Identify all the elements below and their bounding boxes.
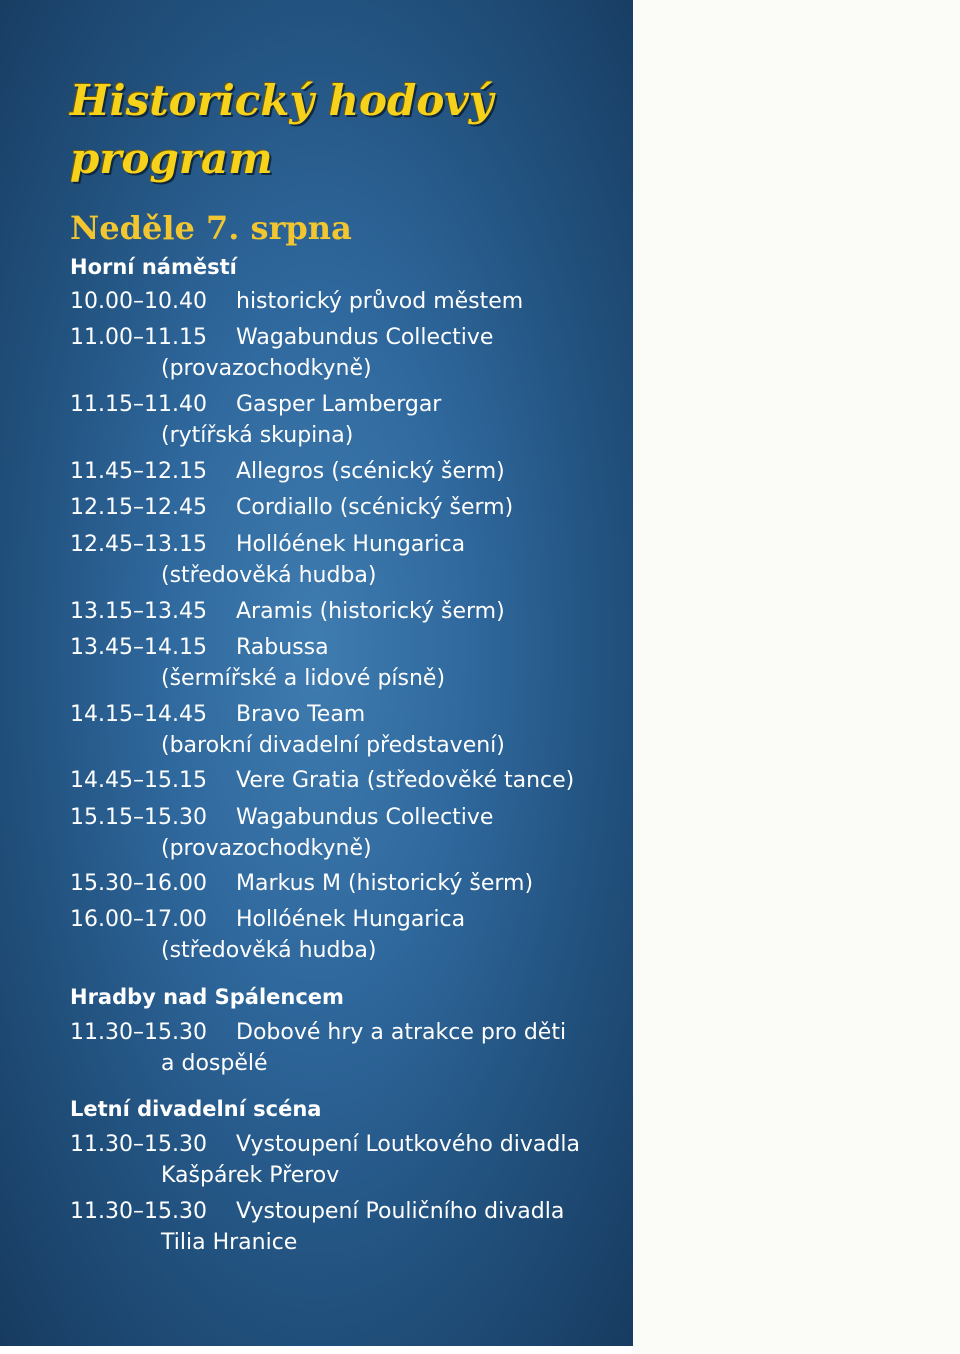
event-title: Vystoupení Pouličního divadla (236, 1199, 565, 1224)
event-description (236, 1017, 631, 1048)
event-description (236, 456, 631, 487)
event-title: Gasper Lambergar (236, 392, 442, 417)
event-title: Vere Gratia (středověké tance) (236, 768, 575, 793)
event-time: 11.45–12.15 (70, 459, 207, 484)
event-description (236, 868, 631, 899)
page-title: Historický hodový program (70, 76, 494, 183)
section-heading: Letní divadelní scéna (70, 1097, 322, 1121)
event-title: Dobové hry a atrakce pro děti (236, 1020, 567, 1045)
event-title: Wagabundus Collective (236, 805, 494, 830)
event-title: Rabussa (236, 635, 329, 660)
schedule-row (70, 632, 630, 694)
event-subtitle: (rytířská skupina) (161, 423, 354, 448)
schedule-row (70, 1017, 630, 1079)
event-title: Bravo Team (236, 702, 366, 727)
schedule-row (70, 456, 630, 487)
schedule-row (70, 904, 630, 966)
event-title: Markus M (historický šerm) (236, 871, 534, 896)
event-subtitle: a dospělé (161, 1051, 268, 1076)
event-title: Allegros (scénický šerm) (236, 459, 505, 484)
event-description (236, 492, 631, 523)
event-time: 15.15–15.30 (70, 805, 207, 830)
event-subtitle: Kašpárek Přerov (161, 1163, 340, 1188)
event-description (236, 1129, 631, 1160)
event-date: Neděle 7. srpna (70, 209, 352, 247)
schedule-row (70, 802, 630, 864)
event-description (236, 904, 631, 935)
schedule-row (70, 286, 630, 317)
event-time: 13.15–13.45 (70, 599, 207, 624)
event-time: 10.00–10.40 (70, 289, 207, 314)
schedule-row (70, 1129, 630, 1191)
photo-column (633, 0, 960, 1354)
event-time: 11.30–15.30 (70, 1020, 207, 1045)
event-subtitle: (barokní divadelní představení) (161, 733, 505, 758)
event-description (236, 286, 631, 317)
event-time: 12.15–12.45 (70, 495, 207, 520)
schedule-row (70, 322, 630, 384)
event-subtitle: Tilia Hranice (161, 1230, 298, 1255)
event-description (236, 1196, 631, 1227)
event-description (236, 389, 631, 420)
schedule-row (70, 1196, 630, 1258)
event-time: 14.45–15.15 (70, 768, 207, 793)
schedule-row (70, 596, 630, 627)
schedule-row (70, 699, 630, 761)
event-time: 11.00–11.15 (70, 325, 207, 350)
event-time: 11.30–15.30 (70, 1199, 207, 1224)
event-time: 16.00–17.00 (70, 907, 207, 932)
schedule-row (70, 765, 630, 796)
event-subtitle: (středověká hudba) (161, 563, 377, 588)
event-time: 14.15–14.45 (70, 702, 207, 727)
event-description (236, 596, 631, 627)
section-heading: Hradby nad Spálencem (70, 985, 344, 1009)
schedule-row (70, 868, 630, 899)
event-title: Hollóének Hungarica (236, 907, 466, 932)
event-description (236, 632, 631, 663)
event-time: 15.30–16.00 (70, 871, 207, 896)
schedule-row (70, 529, 630, 591)
event-title: Vystoupení Loutkového divadla (236, 1132, 580, 1157)
event-description (236, 765, 631, 796)
event-title: Cordiallo (scénický šerm) (236, 495, 514, 520)
event-description (236, 529, 631, 560)
event-subtitle: (provazochodkyně) (161, 836, 372, 861)
event-time: 11.30–15.30 (70, 1132, 207, 1157)
event-time: 13.45–14.15 (70, 635, 207, 660)
event-description (236, 322, 631, 353)
event-time: 11.15–11.40 (70, 392, 207, 417)
event-title: Aramis (historický šerm) (236, 599, 505, 624)
event-title: Wagabundus Collective (236, 325, 494, 350)
event-description (236, 699, 631, 730)
event-subtitle: (šermířské a lidové písně) (161, 666, 446, 691)
event-subtitle: (provazochodkyně) (161, 356, 372, 381)
schedule-row (70, 492, 630, 523)
schedule-row (70, 389, 630, 451)
event-description (236, 802, 631, 833)
event-subtitle: (středověká hudba) (161, 938, 377, 963)
section-heading: Horní náměstí (70, 255, 237, 279)
event-time: 12.45–13.15 (70, 532, 207, 557)
event-title: historický průvod městem (236, 289, 524, 314)
event-title: Hollóének Hungarica (236, 532, 466, 557)
